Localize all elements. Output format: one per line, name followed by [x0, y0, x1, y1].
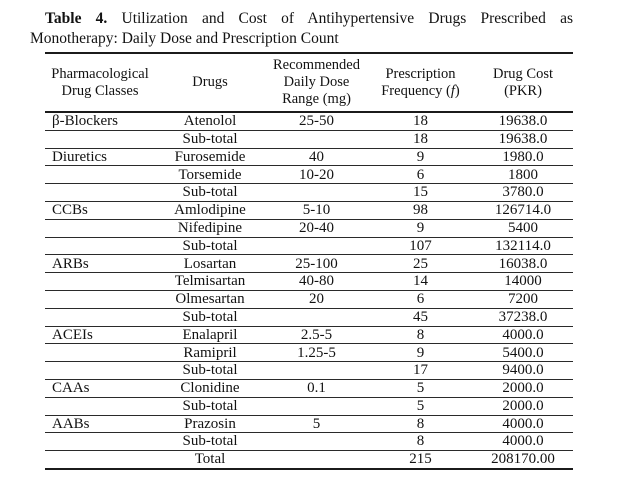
cell-cost: 1980.0 [473, 148, 573, 166]
cell-frequency: 9 [368, 344, 473, 362]
cell-drug: Sub-total [155, 184, 265, 202]
cell-drug: Sub-total [155, 237, 265, 255]
cell-drug-class [45, 130, 155, 148]
cell-dose: 40-80 [265, 273, 368, 291]
cell-drug: Total [194, 451, 226, 468]
cell-frequency: 17 [368, 362, 473, 380]
col-header-frequency-text: Prescription Frequency ( [381, 65, 456, 99]
cell-dose: 25-100 [265, 255, 368, 273]
cell-drug-class [45, 433, 155, 451]
table-caption [30, 9, 573, 48]
caption-text-line2: Monotherapy: Daily Dose and Prescription Count [30, 29, 339, 47]
cell-cost: 16038.0 [473, 255, 573, 273]
header-row [45, 53, 573, 112]
cell-frequency: 18 [368, 112, 473, 130]
table-row [45, 433, 573, 451]
cell-drug: Enalapril [155, 326, 265, 344]
cell-drug-class: ACEIs [45, 326, 155, 344]
cell-dose [265, 184, 368, 202]
cell-cost: 14000 [473, 273, 573, 291]
table-row [45, 219, 573, 237]
cell-dose [265, 308, 368, 326]
cell-dose: 5 [265, 415, 368, 433]
cell-drug-class [45, 397, 155, 415]
cell-cost: 208170.00 [491, 451, 555, 468]
cell-dose: 40 [265, 148, 368, 166]
col-header-frequency-symbol: f [450, 82, 455, 99]
cell-drug: Prazosin [155, 415, 265, 433]
cell-drug: Nifedipine [155, 219, 265, 237]
cell-dose [265, 451, 368, 469]
cell-cost: 37238.0 [473, 308, 573, 326]
cell-drug: Sub-total [155, 130, 265, 148]
cell-drug-class [45, 219, 155, 237]
cell-dose [265, 237, 368, 255]
table-row [45, 379, 573, 397]
cell-drug-class [45, 451, 155, 469]
cell-frequency: 5 [368, 379, 473, 397]
cell-frequency: 8 [368, 433, 473, 451]
cell-drug-class [45, 237, 155, 255]
table-body [45, 112, 573, 469]
cell-cost: 2000.0 [473, 379, 573, 397]
cell-drug-class: CAAs [45, 379, 155, 397]
cell-drug: Amlodipine [155, 201, 265, 219]
cell-drug-class: AABs [45, 415, 155, 433]
cell-frequency: 6 [368, 290, 473, 308]
cell-drug-class: CCBs [45, 201, 155, 219]
cell-cost: 4000.0 [473, 415, 573, 433]
cell-frequency: 9 [368, 148, 473, 166]
cell-drug-class: ARBs [45, 255, 155, 273]
table-row [45, 166, 573, 184]
table-row [45, 308, 573, 326]
cell-drug-class [45, 290, 155, 308]
cell-drug-class [45, 184, 155, 202]
cell-drug: Sub-total [155, 397, 265, 415]
table-row [45, 415, 573, 433]
cell-dose: 5-10 [265, 201, 368, 219]
cell-drug-class [45, 273, 155, 291]
caption-line-1 [30, 9, 573, 29]
cell-dose: 20 [265, 290, 368, 308]
cell-drug: Furosemide [155, 148, 265, 166]
cell-drug-class [45, 344, 155, 362]
cell-cost: 132114.0 [473, 237, 573, 255]
cell-drug: Losartan [155, 255, 265, 273]
col-header-drug-classes: Pharmacological Drug Classes [45, 53, 155, 112]
cell-dose: 0.1 [265, 379, 368, 397]
cell-dose [265, 397, 368, 415]
cell-cost: 4000.0 [473, 326, 573, 344]
cell-cost: 9400.0 [473, 362, 573, 380]
cell-dose [265, 130, 368, 148]
cell-cost: 19638.0 [473, 130, 573, 148]
cell-dose: 20-40 [265, 219, 368, 237]
table-row [45, 148, 573, 166]
cell-dose [265, 362, 368, 380]
table-row [45, 273, 573, 291]
cell-drug: Atenolol [155, 112, 265, 130]
cell-dose: 1.25-5 [265, 344, 368, 362]
cell-drug: Sub-total [155, 308, 265, 326]
cell-cost: 5400.0 [473, 344, 573, 362]
col-header-cost: Drug Cost (PKR) [473, 53, 573, 112]
table-row [45, 326, 573, 344]
cell-dose [265, 433, 368, 451]
cell-cost: 4000.0 [473, 433, 573, 451]
cell-drug: Sub-total [155, 433, 265, 451]
cell-frequency: 215 [409, 451, 432, 468]
cell-dose: 2.5-5 [265, 326, 368, 344]
cell-drug: Clonidine [155, 379, 265, 397]
table-row [45, 344, 573, 362]
cell-drug: Sub-total [155, 362, 265, 380]
cell-drug: Torsemide [155, 166, 265, 184]
cell-cost: 126714.0 [473, 201, 573, 219]
cell-drug-class [45, 166, 155, 184]
cell-frequency: 98 [368, 201, 473, 219]
cell-frequency: 107 [368, 237, 473, 255]
col-header-frequency-close: ) [454, 82, 460, 99]
cell-cost: 19638.0 [473, 112, 573, 130]
cell-frequency: 25 [368, 255, 473, 273]
cell-cost: 3780.0 [473, 184, 573, 202]
table-row [45, 184, 573, 202]
table-row [45, 130, 573, 148]
table-row [45, 451, 573, 469]
table-row [45, 362, 573, 380]
cell-frequency: 9 [368, 219, 473, 237]
col-header-dose-range: Recommended Daily Dose Range (mg) [265, 53, 368, 112]
table-row [45, 237, 573, 255]
cell-drug-class: Diuretics [45, 148, 155, 166]
cell-drug: Olmesartan [155, 290, 265, 308]
cell-frequency: 45 [368, 308, 473, 326]
cell-frequency: 18 [368, 130, 473, 148]
cell-frequency: 6 [368, 166, 473, 184]
cell-dose: 25-50 [265, 112, 368, 130]
caption-label: Table 4. [45, 10, 108, 27]
cell-frequency: 8 [368, 415, 473, 433]
cell-frequency: 14 [368, 273, 473, 291]
cell-cost: 5400 [473, 219, 573, 237]
table-row [45, 255, 573, 273]
table-row [45, 397, 573, 415]
col-header-drugs: Drugs [155, 53, 265, 112]
table-row [45, 201, 573, 219]
cell-drug: Ramipril [155, 344, 265, 362]
cell-cost: 2000.0 [473, 397, 573, 415]
col-header-frequency [368, 53, 473, 112]
cell-drug: Telmisartan [155, 273, 265, 291]
cell-drug-class: β-Blockers [45, 112, 155, 130]
drug-utilization-table [45, 52, 573, 470]
cell-frequency: 8 [368, 326, 473, 344]
cell-dose: 10-20 [265, 166, 368, 184]
caption-text-line1: Utilization and Cost of Antihypertensive Drugs Prescribed as [121, 10, 573, 27]
table-row [45, 112, 573, 130]
table-row [45, 290, 573, 308]
cell-drug-class [45, 308, 155, 326]
cell-cost: 1800 [473, 166, 573, 184]
cell-drug-class [45, 362, 155, 380]
cell-frequency: 5 [368, 397, 473, 415]
cell-cost: 7200 [473, 290, 573, 308]
cell-frequency: 15 [368, 184, 473, 202]
